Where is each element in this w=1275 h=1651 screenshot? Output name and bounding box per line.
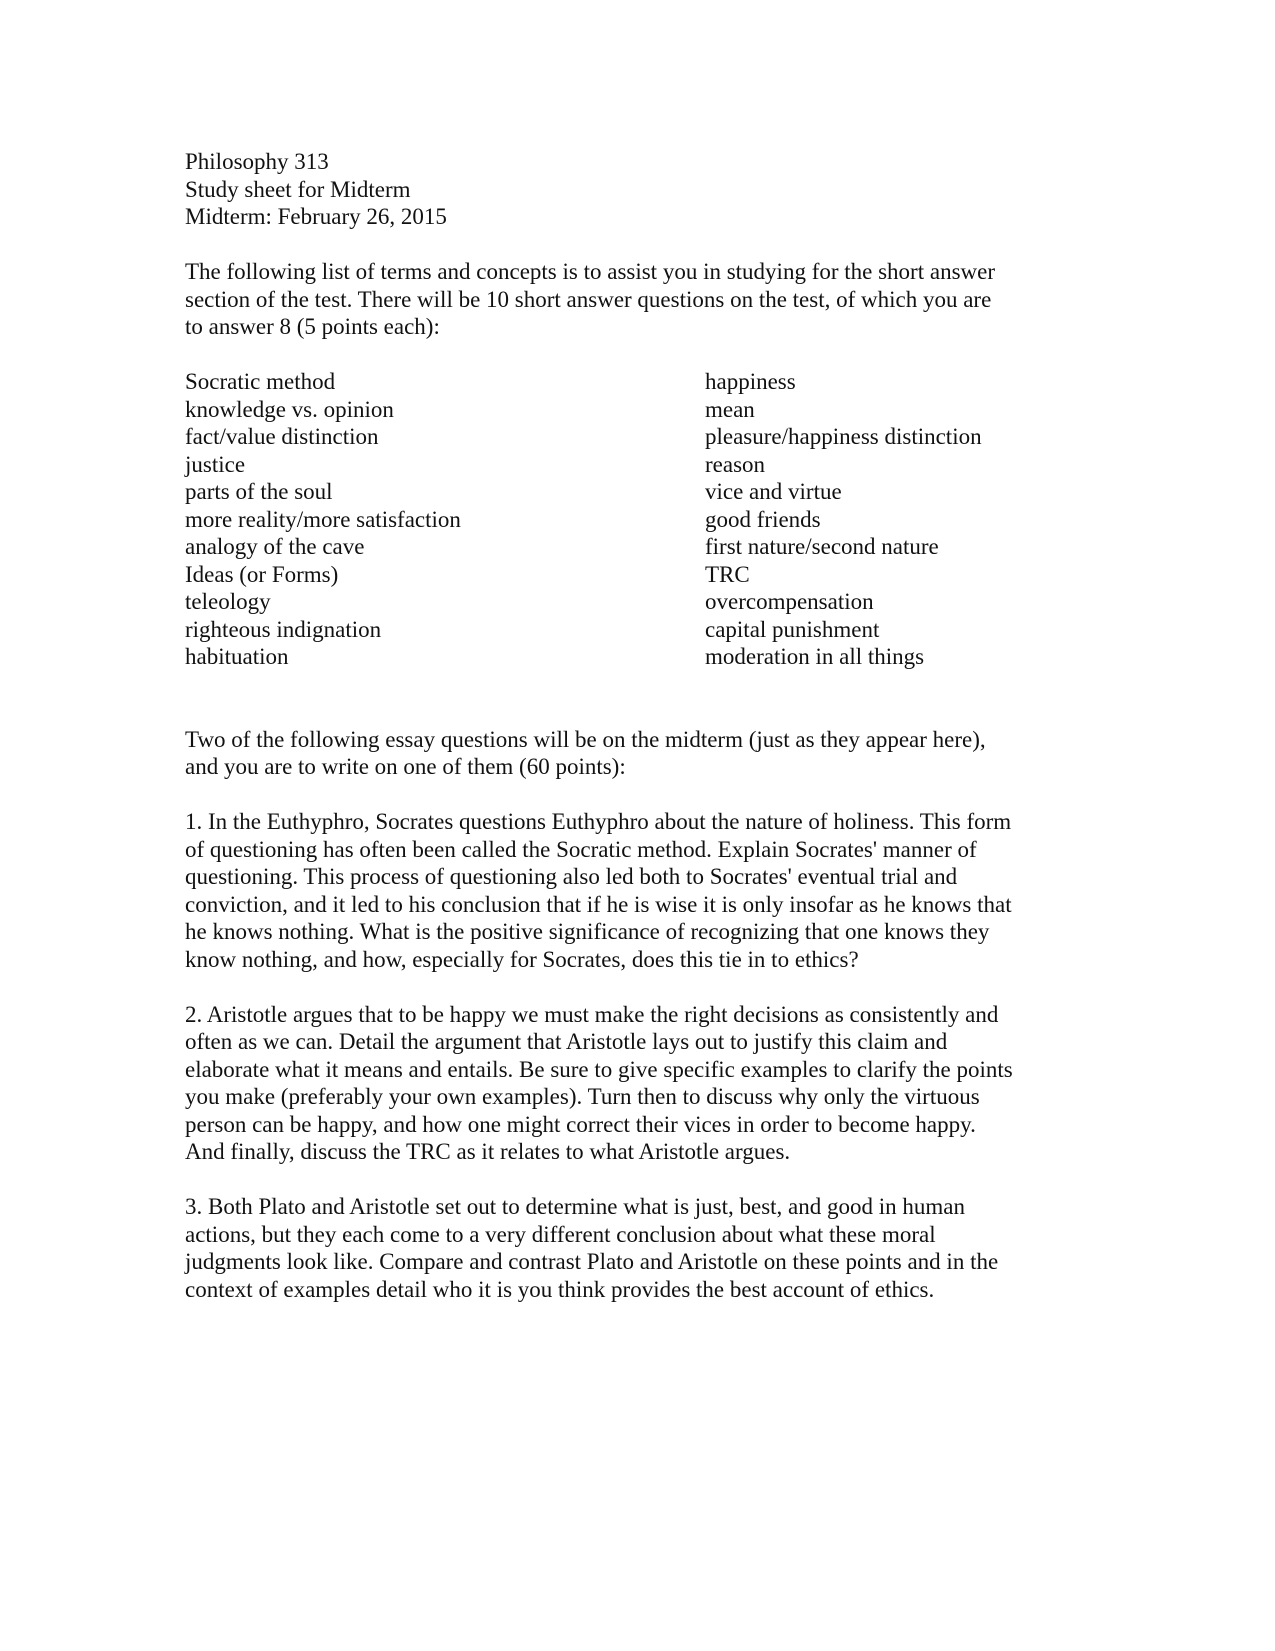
term-item: overcompensation	[705, 589, 874, 614]
question-line: judgments look like. Compare and contrast Plato and Aristotle on these points and in the	[185, 1249, 999, 1274]
question-line: 3. Both Plato and Aristotle set out to determine what is just, best, and good in human	[185, 1194, 966, 1219]
term-item: analogy of the cave	[185, 534, 365, 559]
question-line: person can be happy, and how one might correct their vices in order to become happy.	[185, 1111, 976, 1137]
essay-question-1	[185, 808, 1090, 973]
terms-list	[185, 368, 1090, 671]
term-item: moderation in all things	[705, 644, 925, 669]
terms-column-left	[185, 368, 705, 671]
intro-line: to answer 8 (5 points each):	[185, 314, 440, 339]
essay-intro-line: and you are to write on one of them (60 points):	[185, 754, 626, 779]
question-line: he knows nothing. What is the positive significance of recognizing that one knows they	[185, 919, 990, 944]
term-item: fact/value distinction	[185, 424, 379, 449]
document-header	[185, 148, 1090, 231]
term-item: habituation	[185, 644, 289, 669]
term-item: vice and virtue	[705, 479, 842, 504]
document-subtitle: Study sheet for Midterm	[185, 176, 411, 202]
question-line: 1. In the Euthyphro, Socrates questions Euthyphro about the nature of holiness. This form	[185, 809, 1012, 834]
midterm-date: Midterm: February 26, 2015	[185, 204, 447, 229]
term-item: Ideas (or Forms)	[185, 561, 339, 587]
term-item: TRC	[705, 561, 750, 587]
question-line: conviction, and it led to his conclusion that if he is wise it is only insofar as he knows that	[185, 891, 1012, 917]
intro-line: section of the test. There will be 10 short answer questions on the test, of which you are	[185, 286, 992, 312]
question-line: context of examples detail who it is you think provides the best account of ethics.	[185, 1276, 935, 1302]
question-line: actions, but they each come to a very different conclusion about what these moral	[185, 1221, 936, 1247]
term-item: good friends	[705, 506, 821, 532]
term-item: teleology	[185, 589, 271, 614]
essay-intro-paragraph	[185, 726, 1090, 781]
terms-column-right	[705, 368, 1090, 671]
term-item: mean	[705, 396, 755, 422]
essay-intro-line: Two of the following essay questions will be on the midterm (just as they appear here),	[185, 726, 986, 752]
term-item: knowledge vs. opinion	[185, 396, 394, 422]
term-item: righteous indignation	[185, 616, 382, 642]
term-item: first nature/second nature	[705, 534, 939, 559]
term-item: parts of the soul	[185, 479, 333, 504]
essay-question-3	[185, 1193, 1090, 1303]
document-page	[185, 148, 1090, 1303]
question-line: often as we can. Detail the argument that Aristotle lays out to justify this claim and	[185, 1029, 948, 1054]
term-item: happiness	[705, 369, 796, 394]
intro-line: The following list of terms and concepts is to assist you in studying for the short answer	[185, 259, 995, 284]
question-line: And finally, discuss the TRC as it relates to what Aristotle argues.	[185, 1139, 791, 1164]
term-item: pleasure/happiness distinction	[705, 424, 982, 449]
term-item: Socratic method	[185, 369, 336, 394]
term-item: reason	[705, 451, 766, 477]
question-line: you make (preferably your own examples). Turn then to discuss why only the virtuous	[185, 1084, 980, 1109]
question-line: of questioning has often been called the Socratic method. Explain Socrates' manner of	[185, 836, 977, 862]
term-item: capital punishment	[705, 616, 880, 642]
term-item: justice	[185, 451, 246, 477]
essay-question-2	[185, 1001, 1090, 1166]
intro-paragraph	[185, 258, 1090, 341]
question-line: questioning. This process of questioning also led both to Socrates' eventual trial and	[185, 864, 958, 889]
question-line: know nothing, and how, especially for Socrates, does this tie in to ethics?	[185, 946, 859, 972]
course-title: Philosophy 313	[185, 149, 329, 174]
question-line: elaborate what it means and entails. Be sure to give specific examples to clarify the points	[185, 1056, 1013, 1082]
term-item: more reality/more satisfaction	[185, 506, 461, 532]
question-line: 2. Aristotle argues that to be happy we must make the right decisions as consistently and	[185, 1001, 999, 1027]
